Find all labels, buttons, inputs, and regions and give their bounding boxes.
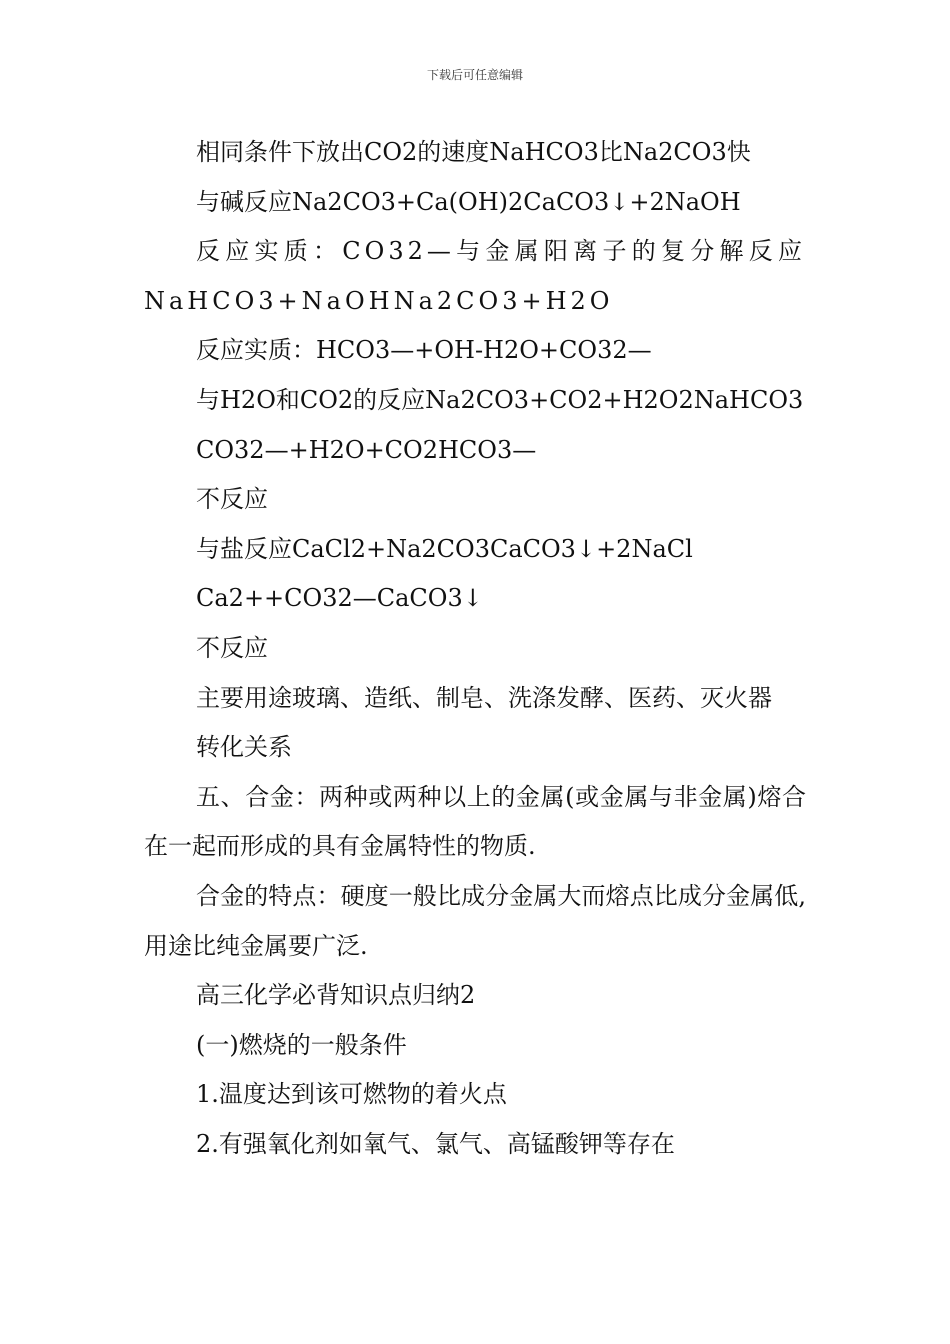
paragraph: 与盐反应CaCl2+Na2CO3CaCO3↓+2NaCl xyxy=(196,534,693,563)
document-body xyxy=(144,128,806,1169)
paragraph: 转化关系 xyxy=(196,733,292,762)
paragraph: 反应实质：HCO3—+OH-H2O+CO32— xyxy=(196,336,652,365)
paragraph: 相同条件下放出CO2的速度NaHCO3比Na2CO3快 xyxy=(196,138,751,166)
paragraph: 与碱反应Na2CO3+Ca(OH)2CaCO3↓+2NaOH xyxy=(196,187,741,216)
paragraph: 反应实质：CO32—与金属阳离子的复分解反应NaHCO3+NaOHNa2CO3+H2O xyxy=(144,237,806,315)
paragraph: 与H2O和CO2的反应Na2CO3+CO2+H2O2NaHCO3 xyxy=(196,385,804,414)
paragraph: CO32—+H2O+CO2HCO3— xyxy=(196,435,537,464)
paragraph: 不反应 xyxy=(196,633,268,662)
paragraph: 1.温度达到该可燃物的着火点 xyxy=(196,1080,507,1109)
paragraph: 高三化学必背知识点归纳2 xyxy=(196,981,476,1010)
paragraph: 2.有强氧化剂如氧气、氯气、高锰酸钾等存在 xyxy=(196,1129,675,1158)
paragraph: (一)燃烧的一般条件 xyxy=(196,1030,407,1059)
paragraph: 不反应 xyxy=(196,485,268,514)
paragraph: 合金的特点：硬度一般比成分金属大而熔点比成分金属低,用途比纯金属要广泛. xyxy=(144,881,806,960)
paragraph: 五、合金：两种或两种以上的金属(或金属与非金属)熔合在一起而形成的具有金属特性的物质. xyxy=(144,782,806,861)
paragraph: 主要用途玻璃、造纸、制皂、洗涤发酵、医药、灭火器 xyxy=(196,683,772,712)
paragraph: Ca2++CO32—CaCO3↓ xyxy=(196,584,483,613)
page-header: 下载后可任意编辑 xyxy=(426,68,523,82)
